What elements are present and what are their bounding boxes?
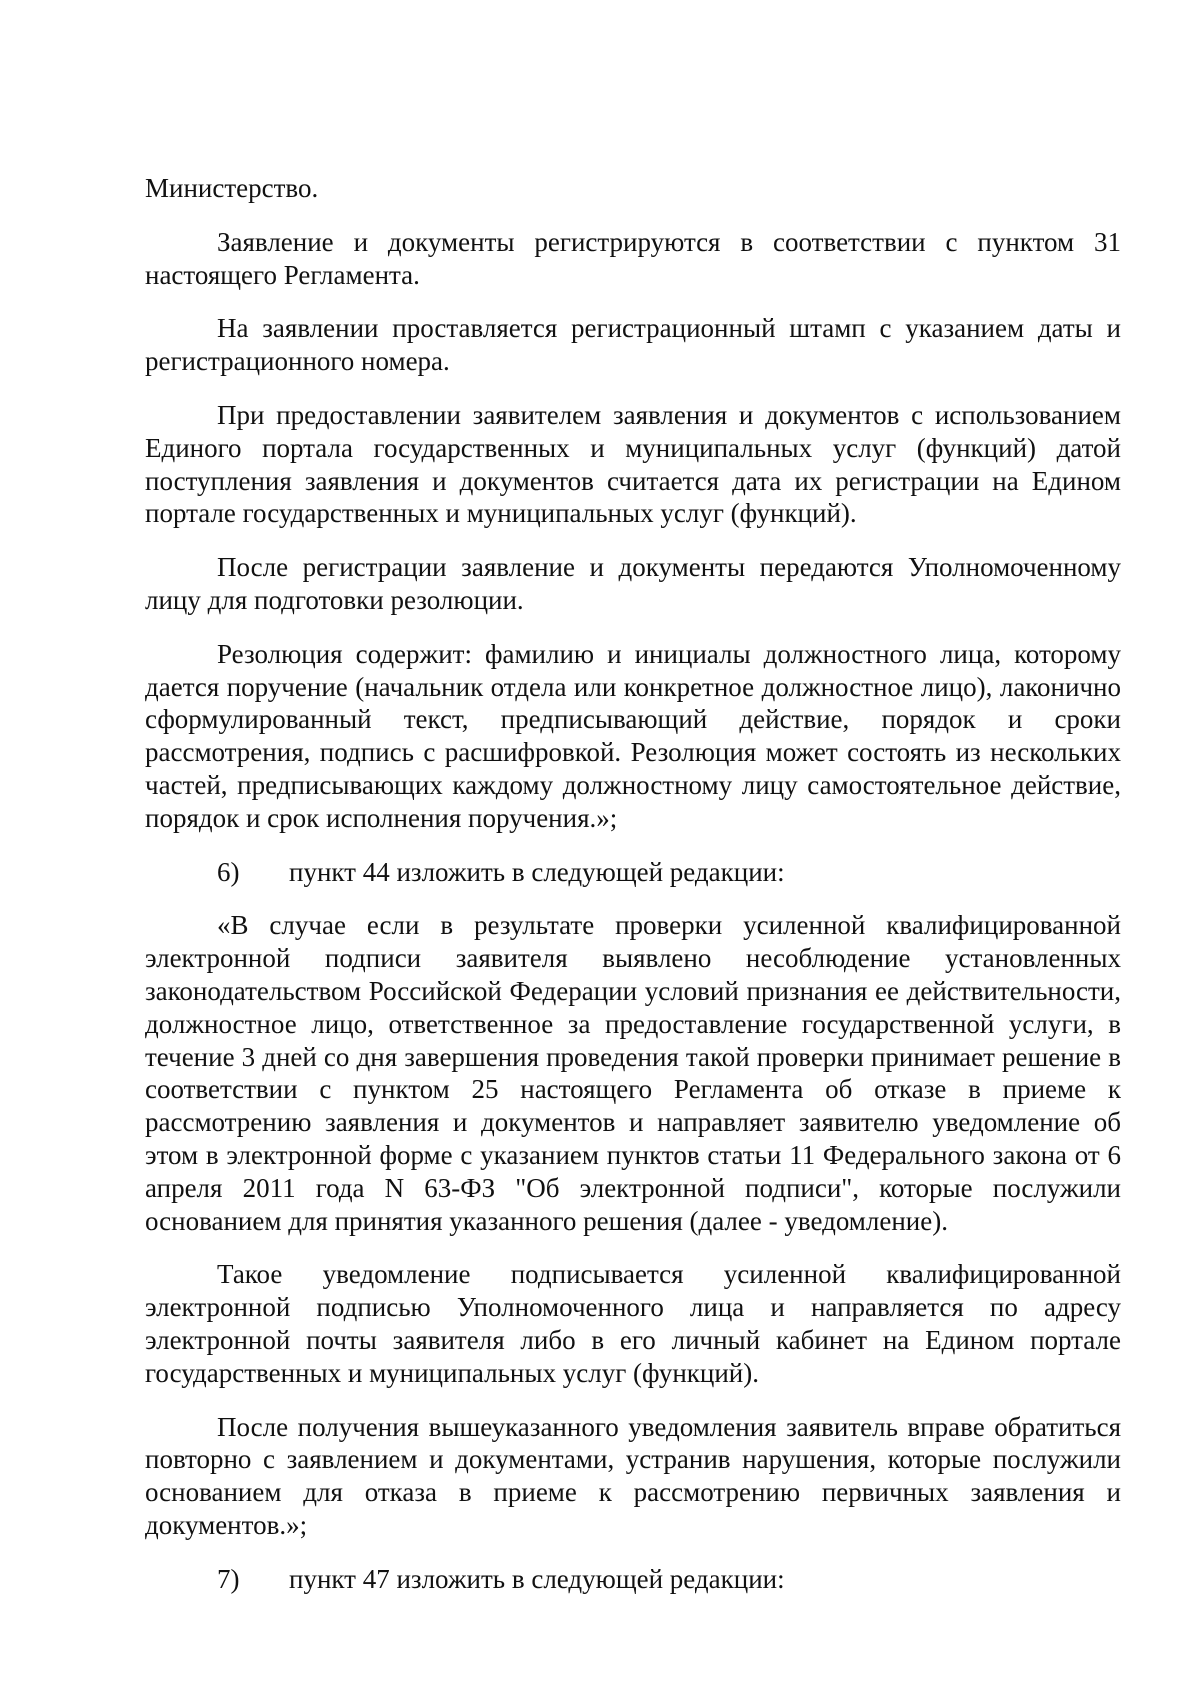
list-item-7: [217, 1563, 1121, 1596]
paragraph-registration: Заявление и документы регистрируются в соответствии с пунктом 31 настоящего Регламента.: [145, 226, 1121, 290]
item-number: 6): [217, 856, 240, 887]
item-number: 7): [217, 1563, 240, 1594]
list-item-6: [217, 856, 1121, 889]
paragraph-resubmission: После получения вышеуказанного уведомления заявитель вправе обратиться повторно с заявлением и документами, устранив нарушения, которые послужили основанием для отказа в приеме к рассмотрению первичных заявления и документов.»;: [145, 1411, 1121, 1540]
paragraph-resolution: Резолюция содержит: фамилию и инициалы должностного лица, которому дается поручение (начальник отдела или конкретное должностное лицо), лаконично сформулированный текст, предписывающий действие, порядок и сроки рассмотрения, подпись с расшифровкой. Резолюция может состоять из нескольких частей, предписывающих каждому должностному лицу самостоятельное действие, порядок и срок исполнения поручения.»;: [145, 638, 1121, 833]
item-text: пункт 47 изложить в следующей редакции:: [289, 1563, 785, 1594]
paragraph-notification-signing: Такое уведомление подписывается усиленной квалифицированной электронной подписью Уполномоченного лица и направляется по адресу электронной почты заявителя либо в его личный кабинет на Едином портале государственных и муниципальных услуг (функций).: [145, 1259, 1121, 1388]
paragraph-transfer: После регистрации заявление и документы передаются Уполномоченному лицу для подготовки резолюции.: [145, 552, 1121, 615]
paragraph-portal-submission: При предоставлении заявителем заявления и документов с использованием Единого портала государственных и муниципальных услуг (функций) датой поступления заявления и документов считается дата их регистрации на Едином портале государственных и муниципальных услуг (функций).: [145, 399, 1121, 529]
paragraph-signature-check: «В случае если в результате проверки усиленной квалифицированной электронной подписи заявителя выявлено несоблюдение установленных законодательством Российской Федерации условий признания ее действительности, должностное лицо, ответственное за предоставление государственной услуги, в течение 3 дней со дня завершения проведения такой проверки принимает решение в соответствии с пунктом 25 настоящего Регламента об отказе в приеме к рассмотрению заявления и документов и направляет заявителю уведомление об этом в электронной форме с указанием пунктов статьи 11 Федерального закона от 6 апреля 2011 года N 63-ФЗ "Об электронной подписи", которые послужили основанием для принятия указанного решения (далее - уведомление).: [145, 910, 1121, 1236]
document-page: [145, 172, 1121, 1616]
item-text: пункт 44 изложить в следующей редакции:: [289, 856, 785, 887]
paragraph-ministry: Министерство.: [145, 173, 319, 203]
paragraph-stamp: На заявлении проставляется регистрационный штамп с указанием даты и регистрационного номера.: [145, 313, 1121, 377]
